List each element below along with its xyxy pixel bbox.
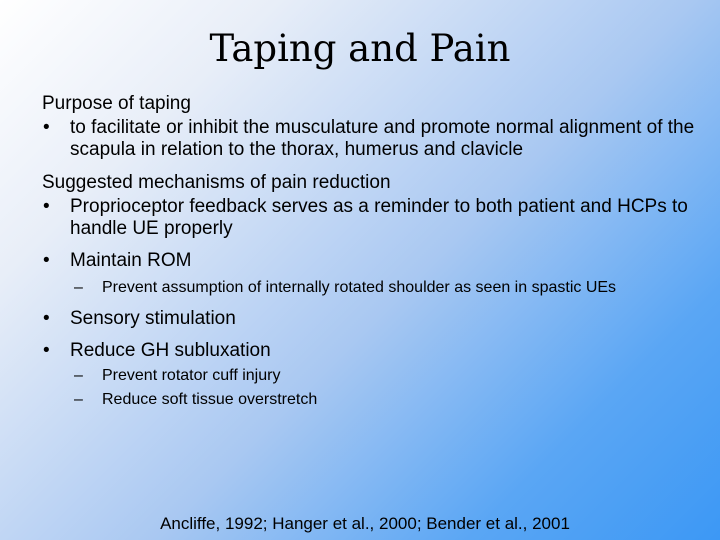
bullet-text: Reduce GH subluxation <box>70 340 271 361</box>
bullet-sensory <box>42 308 702 330</box>
subpoint-text: Prevent rotator cuff injury <box>102 367 281 384</box>
subpoint-text: Reduce soft tissue overstretch <box>102 391 318 408</box>
bullet-text: Maintain ROM <box>70 250 192 271</box>
bullet-mark: • <box>43 340 50 361</box>
bullet-mark: • <box>43 250 50 271</box>
bullet-mark: • <box>43 308 50 329</box>
slide-content <box>42 92 702 410</box>
subpoint-soft-tissue <box>42 390 702 410</box>
bullet-gh-subluxation <box>42 340 702 362</box>
bullet-text: Proprioceptor feedback serves as a reminder to both patient and HCPs to handle UE properly <box>70 196 688 239</box>
dash-mark: – <box>74 279 83 296</box>
bullet-rom <box>42 250 702 272</box>
bullet-mark: • <box>43 196 50 217</box>
dash-mark: – <box>74 391 83 408</box>
bullet-purpose <box>42 117 702 161</box>
subpoint-rom <box>42 278 702 298</box>
section-heading-purpose: Purpose of taping <box>42 93 191 114</box>
bullet-text: to facilitate or inhibit the musculature and promote normal alignment of the scapula in relation to the thorax, humerus and clavicle <box>70 117 695 160</box>
dash-mark: – <box>74 367 83 384</box>
subpoint-text: Prevent assumption of internally rotated shoulder as seen in spastic UEs <box>102 279 617 296</box>
slide-title: Taping and Pain <box>209 27 511 70</box>
bullet-text: Sensory stimulation <box>70 308 236 329</box>
bullet-proprioceptor <box>42 196 702 240</box>
citation: Ancliffe, 1992; Hanger et al., 2000; Bender et al., 2001 <box>160 514 570 533</box>
section-heading-mechanisms: Suggested mechanisms of pain reduction <box>42 172 391 193</box>
bullet-mark: • <box>43 117 50 138</box>
subpoint-rotator-cuff <box>42 366 702 386</box>
